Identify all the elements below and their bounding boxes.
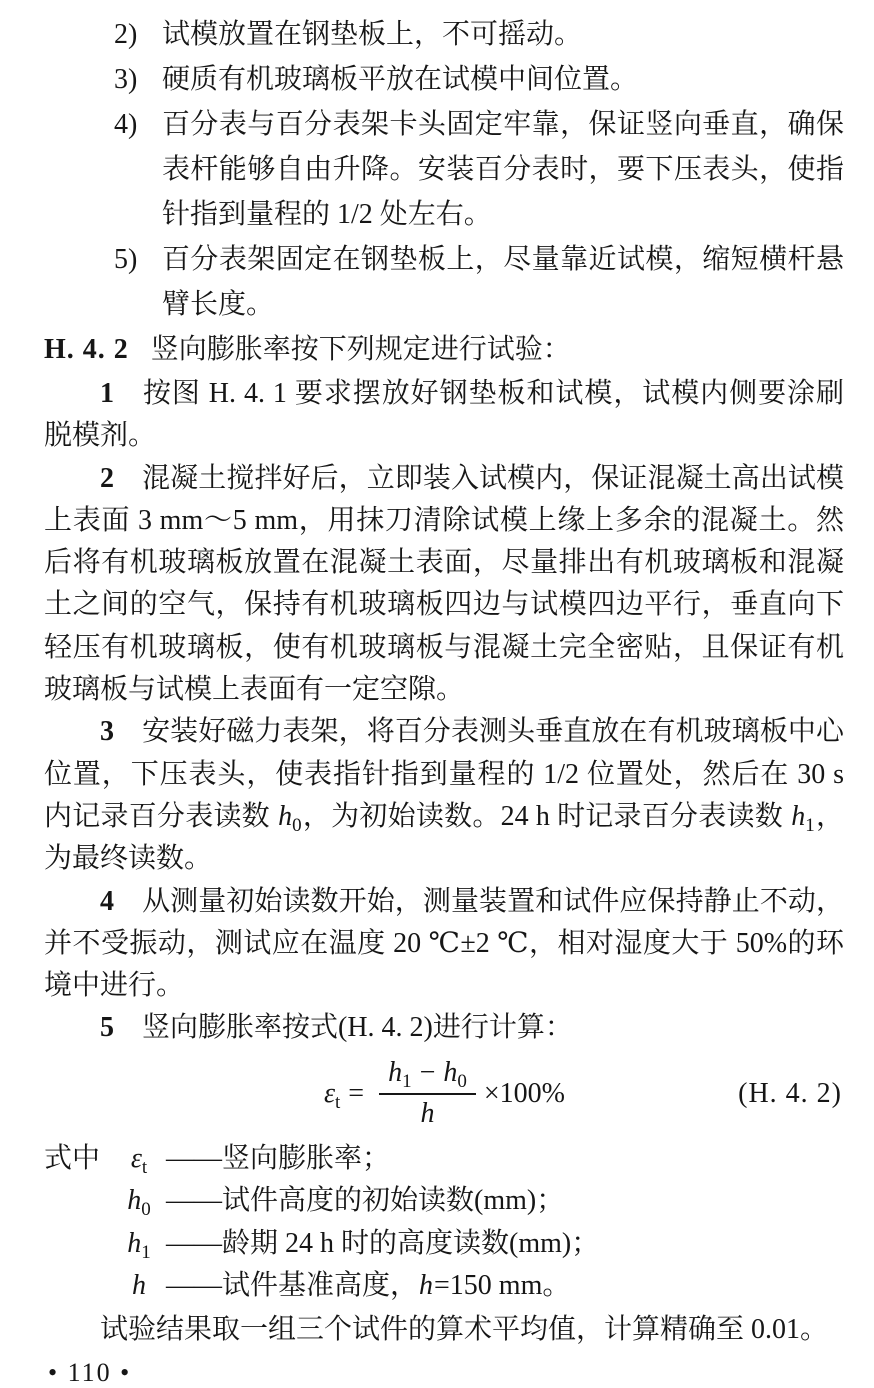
paragraph (44, 1007, 844, 1049)
list-item (114, 57, 844, 102)
symbol-description: 试件高度的初始读数(mm)； (222, 1185, 565, 1217)
paragraph-number: 4 (100, 885, 114, 917)
symbol-definition-list (44, 1138, 844, 1308)
symbol: $h_1$ (127, 1227, 151, 1263)
paragraph-text: 按图 H. 4. 1 要求摆放好钢垫板和试模，试模内侧要涂刷脱模剂。 (44, 378, 844, 452)
paragraph (44, 458, 844, 712)
formula-factor: ×100% (483, 1077, 566, 1109)
list-item-marker: 3) (114, 64, 138, 95)
symbol-definition-row (44, 1138, 844, 1181)
clause-number: H. 4. 2 (44, 334, 129, 365)
symbol-definition-row (44, 1180, 844, 1223)
list-item (114, 102, 844, 237)
paragraph-text: 混凝土搅拌好后，立即装入试模内，保证混凝土高出试模上表面 3 mm～5 mm，用抹刀清除试模上缘上多余的混凝土。然后将有机玻璃板放置在混凝土表面，尽量排出有机玻璃板和混凝土之间的空气，保持有机玻璃板四边与试模四边平行，垂直向下轻压有机玻璃板，使有机玻璃板与混凝土完全密贴，且保证有机玻璃板与试模上表面有一定空隙。 (44, 462, 844, 706)
closing-paragraph: 试验结果取一组三个试件的算术平均值，计算精确至 0.01。 (100, 1313, 829, 1345)
list-item-text: 百分表与百分表架卡头固定牢靠，保证竖向垂直，确保表杆能够自由升降。安装百分表时，要下压表头，使指针指到量程的 1/2 处左右。 (162, 109, 844, 230)
paragraph-number: 3 (100, 716, 114, 748)
formula-lhs: $\varepsilon_t$ = (323, 1077, 372, 1113)
fraction-numerator: $h_1 - h_0$ (388, 1057, 467, 1093)
procedure-sublist (44, 12, 844, 327)
symbol: h (132, 1270, 146, 1302)
list-item (114, 237, 844, 327)
definition-dash: —— (166, 1227, 222, 1259)
paragraph (44, 881, 844, 1008)
list-item-marker: 5) (114, 244, 138, 275)
list-item-marker: 2) (114, 19, 138, 50)
page-number: • 110 • (48, 1357, 132, 1387)
paragraph-text: 安装好磁力表架，将百分表测头垂直放在有机玻璃板中心位置，下压表头，使表指针指到量程的 1/2 位置处，然后在 30 s 内记录百分表读数 $h_0$，为初始读数。24 h 时记录百分表读数 $h_1$，为最终读数。 (44, 716, 844, 875)
list-item (114, 12, 844, 57)
symbol-description: 竖向膨胀率； (222, 1142, 391, 1174)
where-lead (44, 1180, 112, 1223)
definition-dash: —— (166, 1270, 222, 1302)
symbol: $h_0$ (127, 1185, 151, 1221)
paragraph-text: 从测量初始读数开始，测量装置和试件应保持静止不动，并不受振动，测试应在温度 20 ℃±2 ℃，相对湿度大于 50%的环境中进行。 (44, 885, 844, 1002)
where-lead (44, 1265, 112, 1308)
paragraph-text: 竖向膨胀率按式(H. 4. 2)进行计算： (142, 1012, 573, 1044)
list-item-text: 硬质有机玻璃板平放在试模中间位置。 (162, 64, 639, 95)
clause-heading (44, 327, 844, 373)
symbol: $\varepsilon_t$ (130, 1142, 148, 1178)
paragraph-number: 2 (100, 462, 114, 494)
fraction-denominator: h (379, 1093, 476, 1131)
symbol-description: 龄期 24 h 时的高度读数(mm)； (222, 1227, 600, 1259)
definition-dash: —— (166, 1142, 222, 1174)
where-lead (44, 1223, 112, 1266)
where-lead: 式中 (44, 1142, 101, 1174)
formula-body (323, 1057, 565, 1130)
paragraph (44, 373, 844, 458)
list-item-text: 百分表架固定在钢垫板上，尽量靠近试模，缩短横杆悬臂长度。 (162, 244, 844, 320)
clause-title: 竖向膨胀率按下列规定进行试验： (150, 334, 571, 365)
symbol-definition-row (44, 1265, 844, 1308)
definition-dash: —— (166, 1185, 222, 1217)
symbol-description: 试件基准高度，h=150 mm。 (222, 1270, 571, 1302)
symbol-definition-row (44, 1223, 844, 1266)
paragraph-number: 5 (100, 1012, 114, 1044)
list-item-text: 试模放置在钢垫板上，不可摇动。 (162, 19, 583, 50)
formula-equation (44, 1052, 844, 1136)
list-item-marker: 4) (114, 109, 138, 140)
equation-number: (H. 4. 2) (738, 1077, 842, 1109)
paragraph-number: 1 (100, 378, 114, 409)
fraction (379, 1057, 476, 1130)
paragraph (44, 711, 844, 880)
